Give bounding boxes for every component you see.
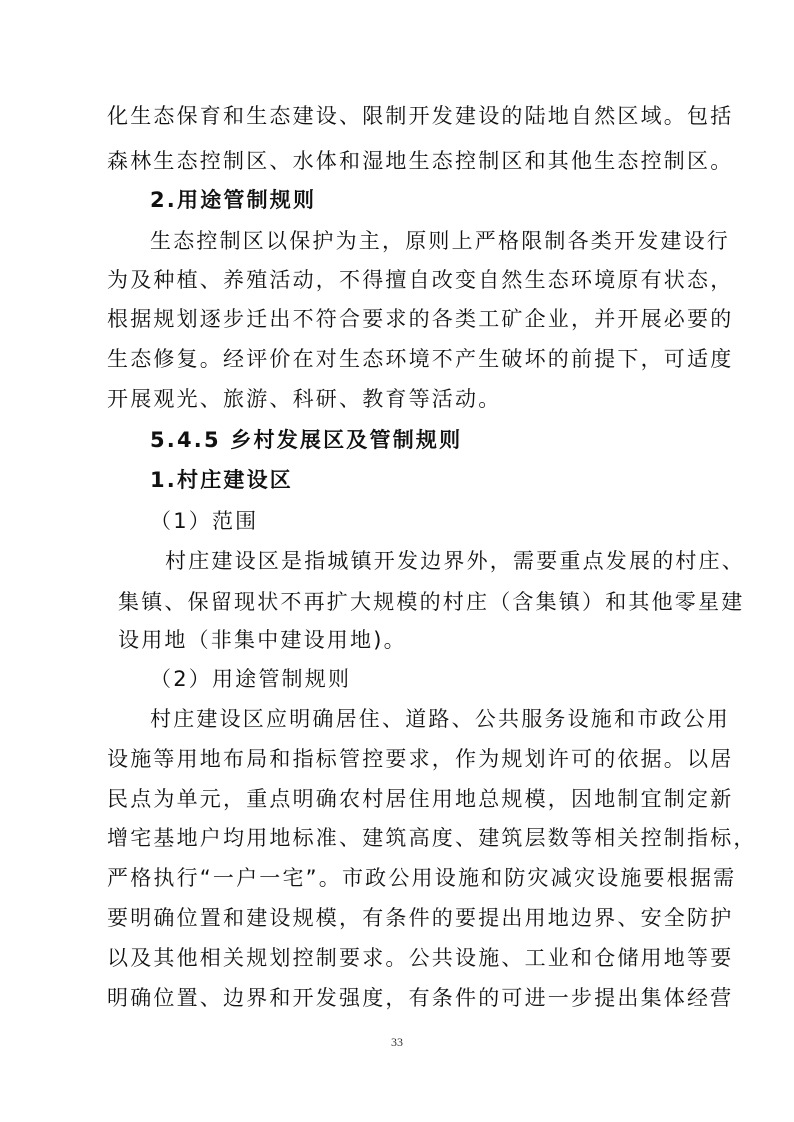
item-heading: （1）范围 <box>150 509 259 533</box>
paragraph-line: 化生态保育和生态建设、限制开发建设的陆地自然区域。包括 <box>107 104 734 128</box>
paragraph-line: 明确位置、边界和开发强度，有条件的可进一步提出集体经营 <box>107 986 734 1010</box>
section-heading: 2.用途管制规则 <box>150 188 317 212</box>
paragraph-line: 严格执行“一户一宅”。市政公用设施和防灾减灾设施要根据需 <box>107 866 737 890</box>
paragraph-line: 生态控制区以保护为主，原则上严格限制各类开发建设行 <box>150 229 730 253</box>
item-heading: （2）用途管制规则 <box>150 667 352 691</box>
paragraph-line: 设施等用地布局和指标管控要求，作为规划许可的依据。以居 <box>107 747 734 771</box>
paragraph-line: 设用地（非集中建设用地)。 <box>118 628 407 652</box>
subsection-heading: 1.村庄建设区 <box>150 468 293 492</box>
paragraph-line: 村庄建设区是指城镇开发边界外，需要重点发展的村庄、 <box>165 549 745 573</box>
paragraph-line: 森林生态控制区、水体和湿地生态控制区和其他生态控制区。 <box>107 149 734 173</box>
paragraph-line: 根据规划逐步迁出不符合要求的各类工矿企业，并开展必要的 <box>107 307 734 331</box>
paragraph-line: 生态修复。经评价在对生态环境不产生破坏的前提下，可适度 <box>107 347 734 371</box>
paragraph-line: 增宅基地户均用地标准、建筑高度、建筑层数等相关控制指标， <box>107 826 757 850</box>
page-number: 33 <box>391 1035 403 1049</box>
paragraph-line: 开展观光、旅游、科研、教育等活动。 <box>107 387 502 411</box>
paragraph-line: 集镇、保留现状不再扩大规模的村庄（含集镇）和其他零星建 <box>118 590 745 614</box>
section-heading: 5.4.5 乡村发展区及管制规则 <box>150 428 463 452</box>
paragraph-line: 民点为单元，重点明确农村居住用地总规模，因地制宜制定新 <box>107 787 734 811</box>
paragraph-line: 以及其他相关规划控制要求。公共设施、工业和仓储用地等要 <box>107 946 734 970</box>
paragraph-line: 要明确位置和建设规模，有条件的要提出用地边界、安全防护 <box>107 906 734 930</box>
paragraph-line: 为及种植、养殖活动，不得擅自改变自然生态环境原有状态， <box>107 268 734 292</box>
paragraph-line: 村庄建设区应明确居住、道路、公共服务设施和市政公用 <box>150 707 730 731</box>
